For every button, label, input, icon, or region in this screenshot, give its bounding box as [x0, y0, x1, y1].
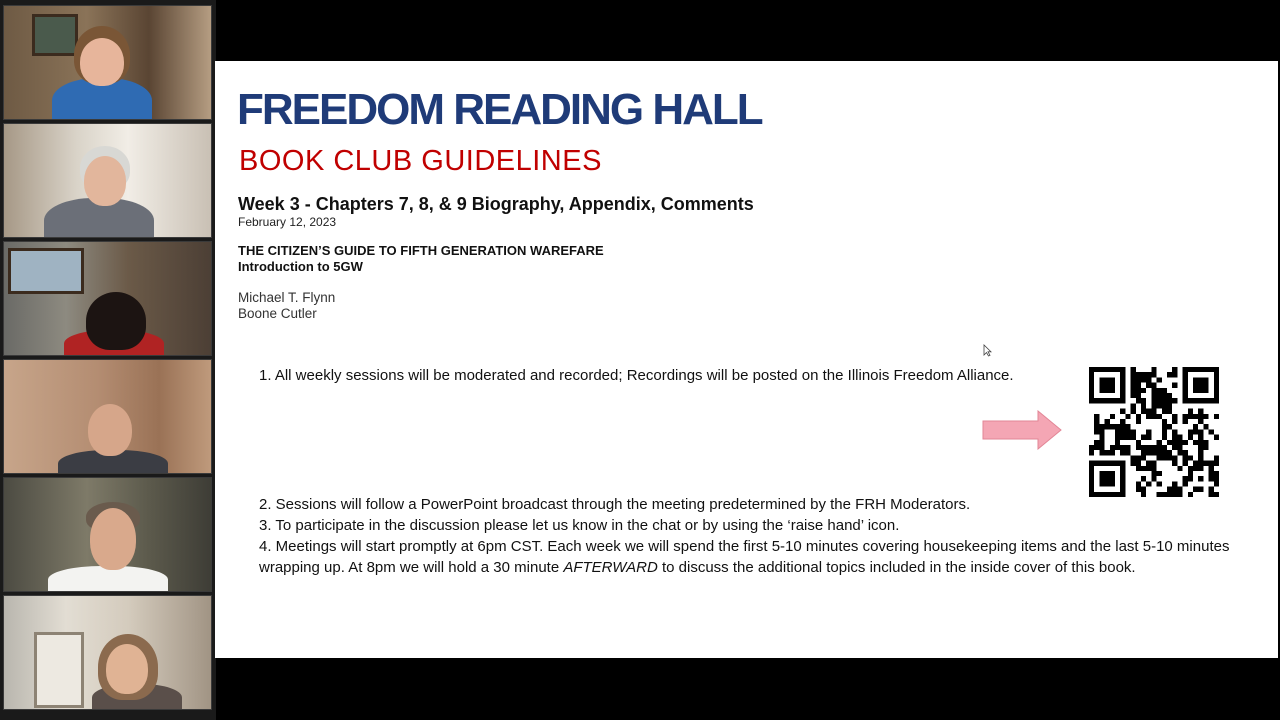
qr-code-icon[interactable]: [1089, 367, 1219, 497]
participant-video-1[interactable]: [3, 5, 212, 120]
week-heading: Week 3 - Chapters 7, 8, & 9 Biography, Appendix, Comments: [238, 194, 754, 214]
guideline-4-text-b: to discuss the additional topics included in the inside cover of this book.: [657, 559, 1136, 576]
guideline-4-text-a: 4. Meetings will start promptly at 6pm CST. Each week we will spend the first 5-10 minutes covering housekeeping items and the last 5-10 minutes wrapping up. At 8pm we will hold a 30 minute: [259, 538, 1230, 576]
authors-block: [238, 290, 335, 322]
book-subtitle: Introduction to 5GW: [238, 259, 363, 274]
arrow-right-icon: [982, 410, 1062, 450]
author-1: Michael T. Flynn: [238, 290, 336, 305]
guideline-4-emphasis: AFTERWARD: [563, 559, 658, 576]
slide-subtitle: BOOK CLUB GUIDELINES: [239, 145, 602, 177]
participant-video-2[interactable]: [3, 123, 212, 238]
book-title-block: [238, 243, 604, 275]
guidelines-list: [259, 494, 1259, 578]
participant-video-6[interactable]: [3, 595, 212, 710]
shared-slide: [215, 61, 1278, 658]
guideline-2: 2. Sessions will follow a PowerPoint broadcast through the meeting predetermined by the FRH Moderators.: [259, 496, 971, 513]
guideline-1: 1. All weekly sessions will be moderated and recorded; Recordings will be posted on the Illinois Freedom Alliance.: [259, 367, 1014, 384]
participant-video-4[interactable]: [3, 359, 212, 474]
participant-video-5[interactable]: [3, 477, 212, 592]
participant-video-3[interactable]: [3, 241, 212, 356]
guideline-3: 3. To participate in the discussion please let us know in the chat or by using the ‘raise hand’ icon.: [259, 517, 900, 534]
author-2: Boone Cutler: [238, 306, 317, 321]
mouse-cursor-icon: [983, 344, 992, 357]
session-date: February 12, 2023: [238, 215, 337, 229]
participant-gallery: [0, 0, 216, 720]
brand-title: FREEDOM READING HALL: [237, 85, 762, 134]
guideline-4: [259, 536, 1259, 578]
book-title: THE CITIZEN’S GUIDE TO FIFTH GENERATION WAREFARE: [238, 243, 604, 258]
